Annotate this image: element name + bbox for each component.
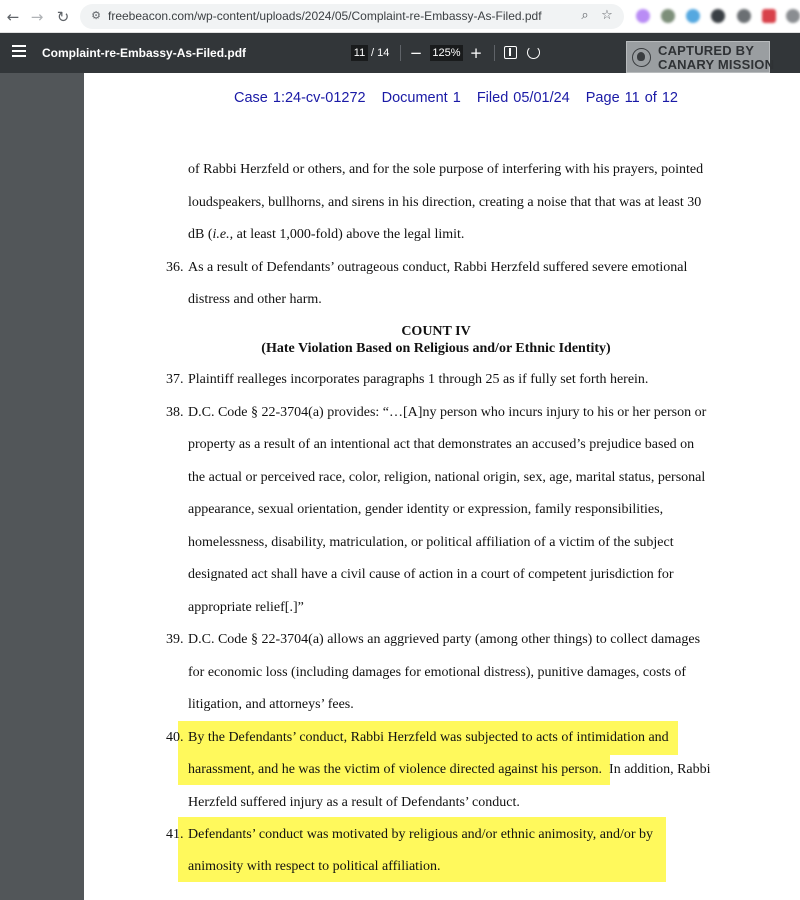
case-number: Case 1:24-cv-01272	[234, 90, 366, 106]
extension-icon-5[interactable]	[737, 9, 751, 23]
canary-mission-watermark	[626, 41, 775, 73]
zoom-level-input[interactable]: 125%	[430, 45, 463, 61]
para41-line: animosity with respect to political affiliation.	[188, 859, 441, 874]
viewer-gutter	[0, 73, 84, 900]
extension-icon-2[interactable]	[661, 9, 675, 23]
para38-line: appropriate relief[.]”	[188, 600, 304, 615]
case-header	[234, 90, 689, 106]
para37-line: Plaintiff realleges incorporates paragraphs 1 through 25 as if fully set forth herein.	[188, 372, 649, 387]
para40-rest-text: In addition, Rabbi	[602, 762, 711, 777]
para38-line: homelessness, disability, matriculation, or political affiliation of a victim of the subject	[188, 535, 674, 550]
para40-line: Herzfeld suffered injury as a result of Defendants’ conduct.	[188, 795, 520, 810]
watermark-line-2: CANARY MISSION	[658, 57, 775, 72]
para40-highlighted-text: harassment, and he was the victim of violence directed against his person.	[188, 762, 603, 777]
browser-toolbar	[0, 0, 800, 33]
site-info-icon[interactable]: ⚙	[91, 9, 101, 22]
forward-arrow-icon[interactable]: →	[30, 8, 44, 26]
zoom-lens-icon[interactable]: ⌕	[581, 8, 589, 23]
para38-line: property as a result of an intentional act that demonstrates an accused’s prejudice based on	[188, 437, 695, 452]
para39-line: litigation, and attorneys’ fees.	[188, 697, 354, 712]
para-number: 40.	[166, 730, 184, 745]
bookmark-star-icon[interactable]: ☆	[601, 8, 613, 23]
menu-icon[interactable]	[12, 45, 26, 59]
reload-icon[interactable]: ↻	[56, 8, 70, 26]
para41-line: Defendants’ conduct was motivated by religious and/or ethnic animosity, and/or by	[188, 827, 653, 842]
extension-icon-7[interactable]	[786, 9, 800, 23]
para39-line: D.C. Code § 22-3704(a) allows an aggrieved party (among other things) to collect damages	[188, 632, 701, 647]
para38-line: appearance, sexual orientation, gender identity or expression, family responsibilities,	[188, 502, 664, 517]
watermark-line-1: CAPTURED BY	[658, 43, 755, 58]
watermark-text	[658, 44, 774, 72]
para36-line: distress and other harm.	[188, 292, 322, 307]
para40-line	[188, 761, 711, 779]
address-bar[interactable]	[80, 4, 624, 29]
page-indicator: Page 11 of 12	[585, 90, 678, 106]
para38-line: D.C. Code § 22-3704(a) provides: “…[A]ny person who incurs injury to his or her person or	[188, 405, 707, 420]
filed-date: Filed 05/01/24	[476, 90, 570, 106]
extension-icon-3[interactable]	[686, 9, 700, 23]
pdf-title: Complaint-re-Embassy-As-Filed.pdf	[42, 46, 247, 60]
document-number: Document 1	[381, 90, 461, 106]
back-arrow-icon[interactable]: ←	[6, 8, 20, 26]
para-number: 36.	[166, 260, 184, 275]
pdf-viewer-area[interactable]	[0, 73, 800, 900]
para-number: 38.	[166, 405, 184, 420]
count-title: COUNT IV	[401, 324, 471, 339]
para36-line: As a result of Defendants’ outrageous conduct, Rabbi Herzfeld suffered severe emotional	[188, 260, 688, 275]
count-subtitle: (Hate Violation Based on Religious and/or Ethnic Identity)	[261, 341, 611, 356]
para35-line: of Rabbi Herzfeld or others, and for the sole purpose of interfering with his prayers, pointed	[188, 162, 704, 177]
toolbar-divider	[494, 45, 495, 61]
extension-icon-6[interactable]	[762, 9, 776, 23]
zoom-in-icon[interactable]: +	[469, 44, 483, 62]
para35-line: loudspeakers, bullhorns, and sirens in his direction, creating a noise that that was at least 30	[188, 195, 702, 210]
zoom-out-icon[interactable]: −	[409, 44, 423, 62]
para40-line: By the Defendants’ conduct, Rabbi Herzfeld was subjected to acts of intimidation and	[188, 730, 669, 745]
url-text[interactable]: freebeacon.com/wp-content/uploads/2024/05/Complaint-re-Embassy-As-Filed.pdf	[108, 9, 542, 23]
canary-logo-icon	[632, 48, 651, 67]
rotate-icon[interactable]	[527, 46, 540, 59]
pdf-page[interactable]	[84, 73, 800, 900]
para-number: 37.	[166, 372, 184, 387]
para-number: 39.	[166, 632, 184, 647]
page-total: / 14	[371, 47, 390, 59]
extension-icon-1[interactable]	[636, 9, 650, 23]
para35-line-last: dB (i.e., at least 1,000-fold) above the legal limit.	[188, 227, 465, 242]
extension-icon-4[interactable]	[711, 9, 725, 23]
page-number-input[interactable]: 11	[351, 45, 368, 61]
para-number: 41.	[166, 827, 184, 842]
para38-line: the actual or perceived race, color, religion, national origin, sex, age, marital status, personal	[188, 470, 706, 485]
fit-to-page-icon[interactable]	[504, 46, 517, 59]
para39-line: for economic loss (including damages for emotional distress), punitive damages, costs of	[188, 665, 687, 680]
para38-line: designated act shall have a civil cause of action in a court of competent jurisdiction for	[188, 567, 674, 582]
toolbar-divider	[400, 45, 401, 61]
